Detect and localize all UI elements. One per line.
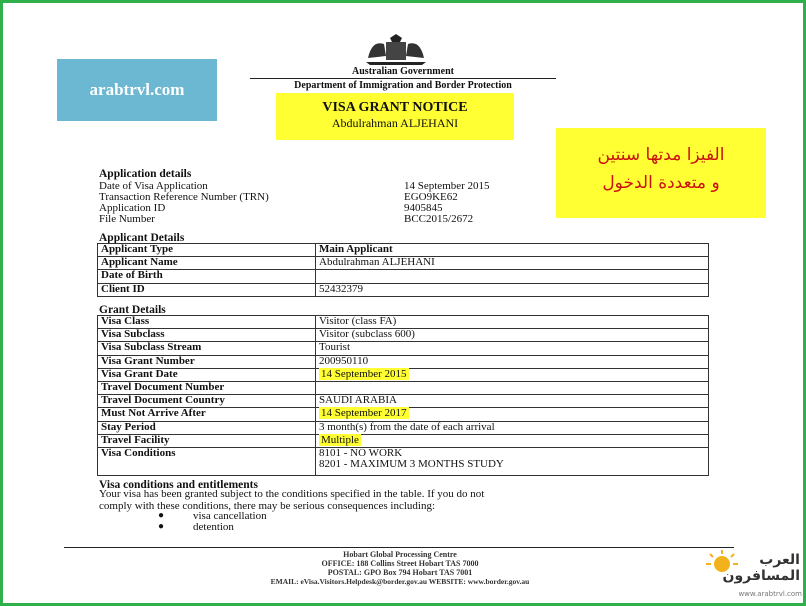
footer-centre: Hobart Global Processing Centre: [343, 550, 457, 559]
grant-value-cell: [316, 408, 709, 421]
application-label: File Number: [99, 213, 155, 225]
travel-facility-highlight: Multiple: [321, 433, 359, 446]
site-logo-line2: المسافرون: [722, 568, 800, 584]
application-row: [99, 213, 529, 226]
applicant-label: Applicant Name: [98, 257, 316, 270]
table-row: [98, 270, 709, 283]
table-row: [98, 329, 709, 342]
grant-table: [97, 315, 709, 476]
grant-label: Visa Class: [98, 316, 316, 329]
applicant-value: Main Applicant: [316, 244, 709, 257]
grant-label: Must Not Arrive After: [98, 408, 316, 421]
conditions-paragraph: [99, 489, 699, 512]
arabic-annotation-line1: الفيزا مدتها سنتين: [597, 145, 725, 165]
government-name: Australian Government: [352, 66, 454, 77]
application-value: 9405845: [404, 202, 443, 214]
grant-details-heading: Grant Details: [99, 304, 166, 316]
table-row: [98, 421, 709, 434]
application-details-heading: Application details: [99, 168, 192, 180]
applicant-value: 52432379: [316, 283, 709, 296]
table-row: [98, 342, 709, 355]
watermark-badge: [57, 59, 217, 121]
visa-condition-2: 8201 - MAXIMUM 3 MONTHS STUDY: [319, 457, 504, 470]
holder-name: Abdulrahman ALJEHANI: [331, 116, 459, 130]
footer-contact: EMAIL: eVisa.Visitors.Helpdesk@border.gov.au WEBSITE: www.border.gov.au: [270, 577, 530, 586]
applicant-table: [97, 243, 709, 297]
conditions-line1: Your visa has been granted subject to the conditions specified in the table. If you do not: [99, 488, 485, 500]
bullet-icon: ●: [158, 510, 165, 521]
grant-date-highlight: 14 September 2015: [321, 367, 407, 380]
grant-label: Visa Subclass Stream: [98, 342, 316, 355]
grant-value: SAUDI ARABIA: [316, 395, 709, 408]
notice-title: VISA GRANT NOTICE: [322, 100, 468, 115]
application-label: Application ID: [99, 202, 166, 214]
arrival-deadline-highlight: 14 September 2017: [321, 407, 407, 420]
department-name: Department of Immigration and Border Protection: [250, 78, 556, 91]
site-logo-text: [722, 552, 800, 588]
table-row: [98, 395, 709, 408]
grant-label: Stay Period: [98, 421, 316, 434]
site-logo-line1: العرب: [759, 552, 800, 568]
visa-condition-1: 8101 - NO WORK: [319, 446, 403, 459]
conditions-line2: comply with these conditions, there may be serious consequences including:: [99, 499, 436, 512]
grant-value: Visitor (class FA): [316, 316, 709, 329]
grant-label: Travel Document Country: [98, 395, 316, 408]
table-row: [98, 447, 709, 475]
grant-value: [316, 381, 709, 394]
grant-label: Travel Facility: [98, 434, 316, 447]
applicant-label: Applicant Type: [98, 244, 316, 257]
footer-postal: POSTAL: GPO Box 794 Hobart TAS 7001: [327, 568, 473, 577]
grant-value: 3 month(s) from the date of each arrival: [316, 421, 709, 434]
table-row: [98, 381, 709, 394]
table-row: [98, 368, 709, 381]
applicant-label: Date of Birth: [98, 270, 316, 283]
watermark-text: arabtrvl.com: [89, 80, 185, 99]
grant-value: Tourist: [316, 342, 709, 355]
application-value: 14 September 2015: [404, 180, 490, 192]
table-row: [98, 355, 709, 368]
applicant-details-heading: Applicant Details: [99, 232, 185, 244]
table-row: [98, 316, 709, 329]
site-logo-url: www.arabtrvl.com: [738, 590, 802, 598]
grant-value-cell: [316, 447, 709, 475]
grant-label: Travel Document Number: [98, 381, 316, 394]
grant-value-cell: [316, 368, 709, 381]
grant-value: 200950110: [316, 355, 709, 368]
arabic-annotation: [556, 128, 766, 218]
footer-divider: [64, 547, 734, 548]
table-row: [98, 257, 709, 270]
applicant-value: Abdulrahman ALJEHANI: [316, 257, 709, 270]
application-value: EGO9KE62: [404, 191, 458, 203]
grant-label: Visa Subclass: [98, 329, 316, 342]
applicant-label: Client ID: [98, 283, 316, 296]
applicant-value: [316, 270, 709, 283]
grant-value: Visitor (subclass 600): [316, 329, 709, 342]
conditions-heading: Visa conditions and entitlements: [99, 479, 258, 491]
footer-office: OFFICE: 188 Collins Street Hobart TAS 7000: [321, 559, 479, 568]
application-label: Date of Visa Application: [99, 180, 208, 192]
bullet-item: visa cancellation: [193, 510, 267, 522]
grant-label: Visa Grant Number: [98, 355, 316, 368]
notice-title-box: [276, 93, 514, 140]
table-row: [98, 408, 709, 421]
application-value: BCC2015/2672: [404, 213, 474, 225]
application-label: Transaction Reference Number (TRN): [99, 191, 269, 203]
table-row: [98, 434, 709, 447]
grant-value-cell: [316, 434, 709, 447]
table-row: [98, 244, 709, 257]
grant-label: Visa Conditions: [98, 447, 316, 475]
bullet-item: detention: [193, 521, 234, 533]
arabic-annotation-line2: و متعددة الدخول: [602, 173, 720, 193]
bullet-icon: ●: [158, 521, 165, 532]
coat-of-arms-icon: [362, 30, 430, 66]
table-row: [98, 283, 709, 296]
grant-label: Visa Grant Date: [98, 368, 316, 381]
